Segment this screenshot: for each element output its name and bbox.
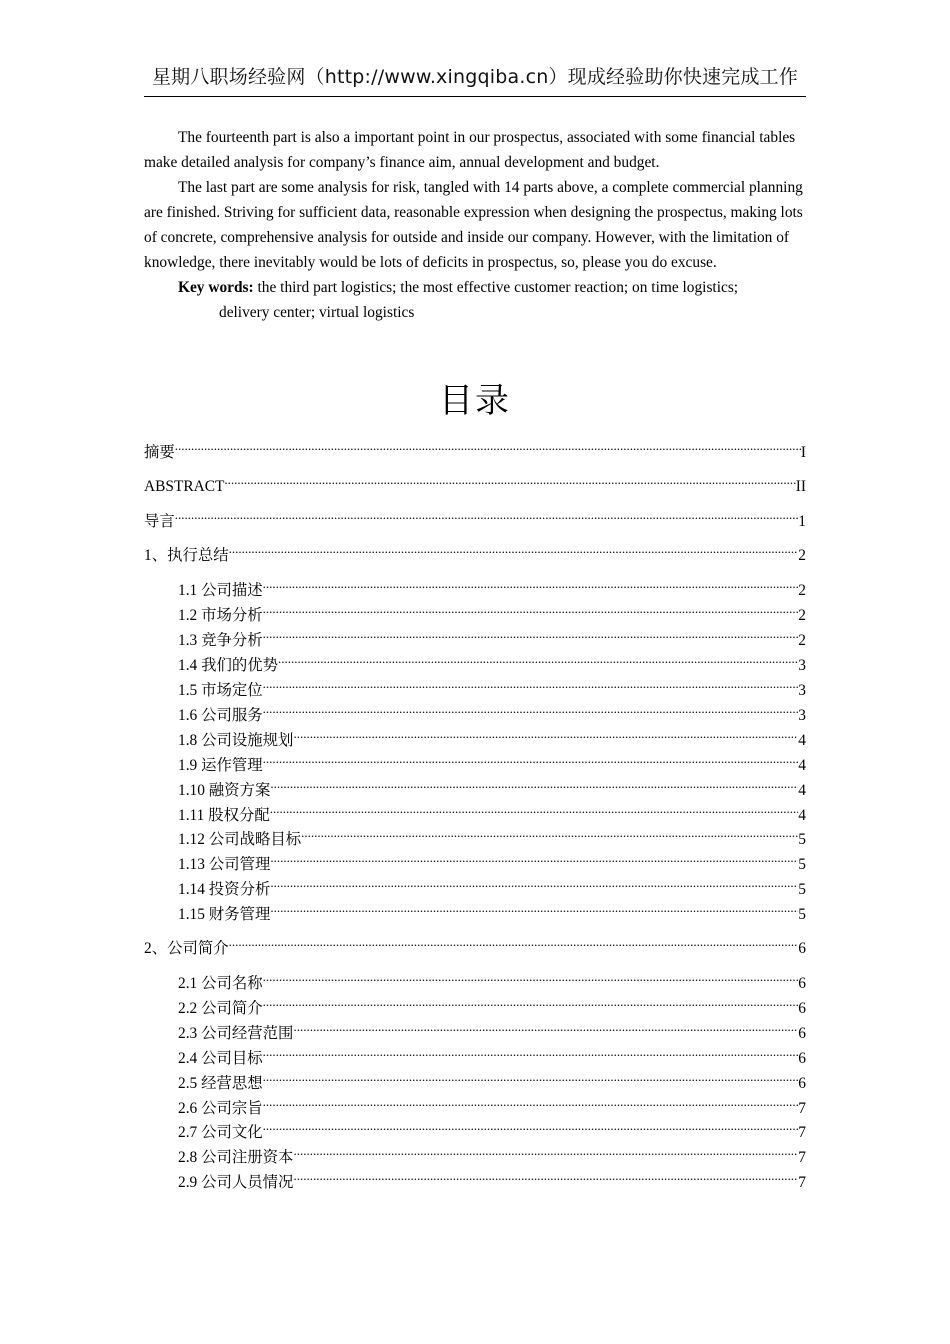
toc-dot-leader [301,822,798,844]
toc-entry-label: 2.1 公司名称 [178,975,263,992]
toc-entry[interactable] [144,469,806,495]
toc-entry[interactable] [178,966,806,992]
toc-entry-page: 7 [798,1149,806,1166]
abstract-body [144,125,808,325]
header-text: 星期八职场经验网（http://www.xingqiba.cn）现成经验助你快速完成工作 [151,66,799,88]
toc-entry-page: 2 [798,607,806,624]
toc-entry-label: 2.5 经营思想 [178,1075,263,1092]
toc-entry-page: 4 [798,732,806,749]
toc-entry-page: 6 [798,1000,806,1017]
toc-entry[interactable] [144,538,806,564]
toc-entry[interactable] [178,673,806,699]
toc-entry-label: 1.15 财务管理 [178,906,271,923]
toc-entry-page: 3 [798,657,806,674]
toc-dot-leader [263,573,799,595]
toc-dot-leader [263,698,799,720]
toc-entry-label: 1.1 公司描述 [178,582,263,599]
toc-entry[interactable] [178,897,806,923]
toc-entry-page: 2 [798,632,806,649]
toc-dot-leader [263,623,799,645]
toc-entry-page: 6 [798,940,806,957]
toc-entry-label: 1.13 公司管理 [178,856,271,873]
toc-entry-page: II [795,478,806,495]
toc-entry[interactable] [144,435,806,461]
toc-entry[interactable] [178,1115,806,1141]
keywords-text: the third part logistics; the most effective customer reaction; on time logistics; [253,279,739,296]
toc-entry[interactable] [144,931,806,957]
toc-dot-leader [270,773,798,795]
toc-dot-leader [229,931,799,953]
page-header [144,62,806,97]
toc-entry[interactable] [178,1041,806,1067]
toc-dot-leader [270,872,798,894]
toc-dot-leader [263,1115,799,1137]
toc-entry-label: 2.7 公司文化 [178,1124,263,1141]
toc-entry[interactable] [178,1091,806,1117]
toc-entry[interactable] [178,598,806,624]
toc-entry-page: 3 [798,707,806,724]
toc-entry-label: 2.6 公司宗旨 [178,1100,263,1117]
toc-dot-leader [175,435,801,457]
toc-dot-leader [293,1140,798,1162]
keywords-label: Key words: [178,279,254,296]
toc-entry-label: 2.8 公司注册资本 [178,1149,294,1166]
toc-dot-leader [278,648,798,670]
toc-dot-leader [263,748,799,770]
toc-entry-label: 2.3 公司经营范围 [178,1025,294,1042]
toc-entry[interactable] [178,648,806,674]
toc-dot-leader [175,504,799,526]
toc-entry-page: 7 [798,1124,806,1141]
toc-entry-label: 2.2 公司简介 [178,1000,263,1017]
toc-entry[interactable] [178,698,806,724]
toc-dot-leader [263,1041,799,1063]
toc-entry-page: 6 [798,1050,806,1067]
toc-dot-leader [224,469,795,491]
toc-entry-label: 2、公司简介 [144,940,229,957]
toc-entry[interactable] [178,822,806,848]
toc-dot-leader [263,1066,799,1088]
toc-entry-label: 摘要 [144,444,175,461]
toc-dot-leader [293,1016,798,1038]
toc-entry-label: 1.11 股权分配 [178,807,270,824]
toc-entry[interactable] [178,872,806,898]
toc-entry-label: 1.5 市场定位 [178,682,263,699]
toc-entry[interactable] [178,1140,806,1166]
toc-dot-leader [293,723,798,745]
toc-entry-label: ABSTRACT [144,478,225,495]
toc-entry-page: 6 [798,1025,806,1042]
toc-entry-label: 1.6 公司服务 [178,707,263,724]
toc-dot-leader [263,966,799,988]
toc-entry[interactable] [178,798,806,824]
toc-dot-leader [263,991,799,1013]
toc-title: 目录 [439,381,511,421]
toc-entry[interactable] [178,1165,806,1191]
toc-dot-leader [270,897,798,919]
toc-entry-page: 4 [798,757,806,774]
toc-entry[interactable] [178,847,806,873]
toc-entry[interactable] [178,748,806,774]
toc-entry-page: 4 [798,807,806,824]
toc-entry-page: I [800,444,806,461]
toc-entry-page: 5 [798,906,806,923]
keywords-line-continued: delivery center; virtual logistics [219,304,415,321]
toc-entry[interactable] [178,573,806,599]
toc-entry-label: 1.9 运作管理 [178,757,263,774]
toc-entry[interactable] [178,623,806,649]
toc-entry-label: 1.14 投资分析 [178,881,271,898]
toc-entry-page: 2 [798,547,806,564]
toc-entry[interactable] [178,991,806,1017]
toc-entry-page: 4 [798,782,806,799]
toc-entry-label: 1.8 公司设施规划 [178,732,294,749]
abstract-paragraph-1: The fourteenth part is also a important point in our prospectus, associated with some financial tables make detailed analysis for company’s finance aim, annual development and budget. [144,129,796,171]
keywords-line [144,275,808,300]
toc-entry[interactable] [178,1066,806,1092]
toc-entry-page: 2 [798,582,806,599]
toc-entry-label: 1.10 融资方案 [178,782,271,799]
toc-entry-page: 1 [798,513,806,530]
toc-dot-leader [229,538,799,560]
toc-entry-page: 7 [798,1100,806,1117]
toc-entry-label: 1.4 我们的优势 [178,657,279,674]
toc-entry-page: 5 [798,856,806,873]
toc-dot-leader [263,1091,799,1113]
toc-entry-label: 1.3 竞争分析 [178,632,263,649]
toc-entry-label: 2.9 公司人员情况 [178,1174,294,1191]
toc-dot-leader [293,1165,798,1187]
toc-entry-page: 6 [798,1075,806,1092]
toc-dot-leader [270,798,799,820]
toc-entry[interactable] [178,773,806,799]
toc-entry-page: 6 [798,975,806,992]
abstract-paragraph-2: The last part are some analysis for risk, tangled with 14 parts above, a complete commercial planning are finished. Striving for sufficient data, reasonable expression when designing the prospectus, making lots of concrete, comprehensive analysis for outside and inside our company. However, with the limitation of knowledge, there inevitably would be lots of deficits in prospectus, so, please you do excuse. [144,179,803,271]
toc-entry-page: 7 [798,1174,806,1191]
toc-entry-label: 1、执行总结 [144,547,229,564]
toc-entry-page: 5 [798,881,806,898]
toc-entry-label: 2.4 公司目标 [178,1050,263,1067]
toc-entry-label: 导言 [144,513,175,530]
toc-entry[interactable] [178,723,806,749]
toc-dot-leader [270,847,798,869]
toc-entry[interactable] [144,504,806,530]
toc-entry-page: 5 [798,831,806,848]
toc-dot-leader [263,598,799,620]
toc-entry-page: 3 [798,682,806,699]
toc-entry-label: 1.12 公司战略目标 [178,831,302,848]
toc-entry[interactable] [178,1016,806,1042]
toc-entry-label: 1.2 市场分析 [178,607,263,624]
toc-dot-leader [263,673,799,695]
